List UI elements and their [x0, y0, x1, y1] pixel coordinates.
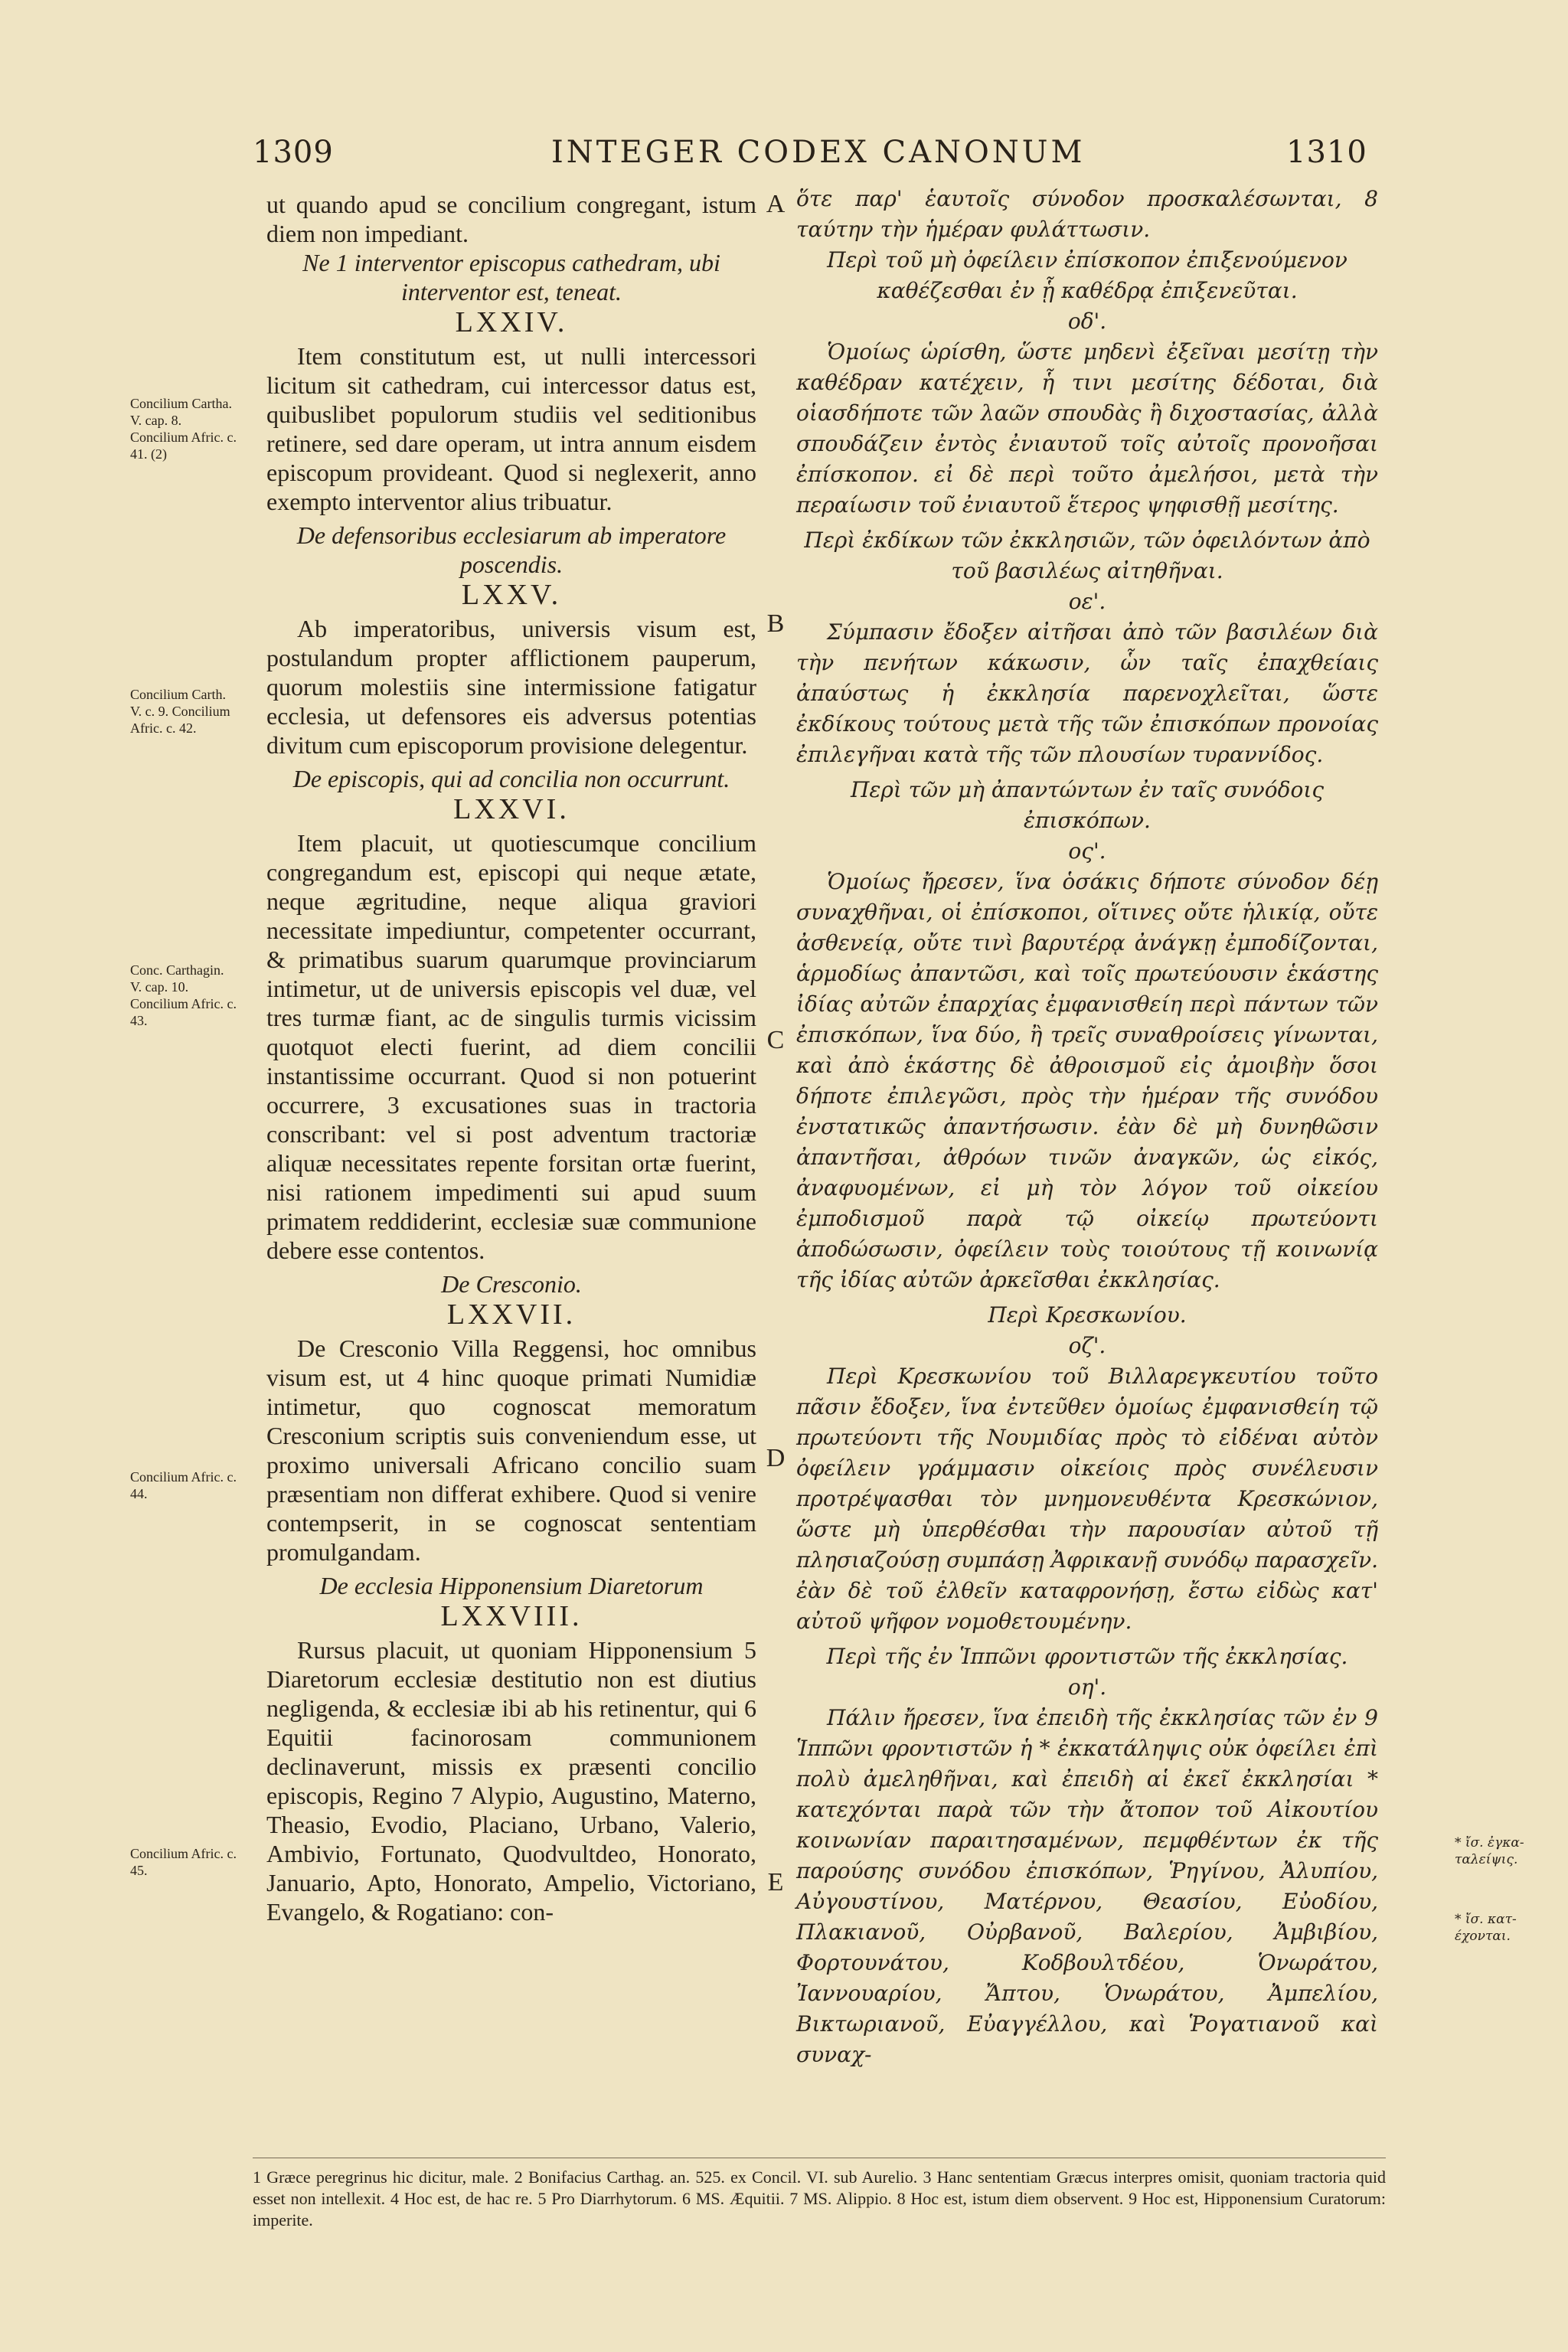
section-letter: B — [766, 609, 785, 638]
running-title: INTEGER CODEX CANONUM — [551, 135, 1086, 170]
canon-heading: Περὶ ἐκδίκων τῶν ἐκκλησιῶν, τῶν ὀφειλόντων ἀπὸ τοῦ βασιλέως αἰτηθῆναι. — [804, 528, 1370, 583]
margin-note-right: * ἴσ. κατ-έχονται. — [1455, 1912, 1517, 1944]
margin-note-left: Conc. Carthagin. V. cap. 10. Concilium Afric. c. 43. — [130, 962, 237, 1028]
greek-canon-74 — [796, 245, 1378, 521]
canon-heading: De ecclesia Hipponensium Diaretorum — [319, 1572, 704, 1599]
canon-heading: De defensoribus ecclesiarum ab imperatore poscendis. — [296, 521, 727, 578]
canon-heading: Περὶ τῶν μὴ ἀπαντώντων ἐν ταῖς συνόδοις ἐπισκόπων. — [850, 777, 1325, 833]
canon-heading: De Cresconio. — [441, 1270, 582, 1298]
margin-note-left: Concilium Afric. c. 45. — [130, 1846, 237, 1878]
greek-intro: ὅτε παρ' ἑαυτοῖς σύνοδον προσκαλέσωνται, 8 ταύτην τὴν ἡμέραν φυλάττωσιν. — [796, 186, 1378, 242]
footnotes: 1 Græce peregrinus hic dicitur, male. 2 Bonifacius Carthag. an. 525. ex Concil. VI. sub Aurelio. 3 Hanc sententiam Græcus interpres omisit, quoniam tractoria quid esset non intellexit. 4 Hoc est, de hac re. 5 Pro Diarrhytorum. 6 MS. Æquitii. 7 MS. Alippio. 8 Hoc est, istum diem observent. 9 Hoc est, Hipponensium Curatorum: imperite. — [253, 2167, 1386, 2230]
latin-column — [266, 190, 756, 1931]
greek-column — [796, 184, 1378, 2075]
canon-text: Ὁμοίως ἤρεσεν, ἵνα ὁσάκις δήποτε σύνοδον δέῃ συναχθῆναι, οἱ ἐπίσκοποι, οἵτινες οὔτε ἡλικίᾳ, οὔτε ἀσθενείᾳ, οὔτε τινὶ βαρυτέρᾳ ἀνάγκῃ ἐμποδίζονται, ἁρμοδίως ἀπαντῶσι, καὶ τοῖς πρωτεύουσιν ἑκάστης ἰδίας αὐτῶν ἐπαρχίας ἐμφανισθείη περὶ πάντων τῶν ἐπισκόπων, ἵνα δύο, ἢ τρεῖς συναθροίσεις γίνωνται, καὶ ἀπὸ ἑκάστης δὲ ἀθροισμοῦ εἰς ἀμοιβὴν ὅσοι δήποτε ἐπιλεγῶσι, πρὸς τὴν ἡμέραν τῆς συνόδου ἐνστατικῶς ἀπαντήσωσιν. ἐὰν δὲ μὴ δυνηθῶσιν ἀπαντῆσαι, ἀθρόων τινῶν ἀναγκῶν, ὡς εἰκός, ἀναφυομένων, εἰ μὴ τὸν λόγον τοῦ οἰκείου ἐμποδισμοῦ παρὰ τῷ οἰκείῳ πρωτεύοντι ἀποδώσωσιν, ὀφείλειν τοὺς τοιούτους τῇ κοινωνίᾳ τῆς ἰδίας αὐτῶν ἀρκεῖσθαι ἐκκλησίας. — [796, 869, 1378, 1292]
latin-canon-76 — [266, 764, 756, 1265]
latin-canon-78 — [266, 1571, 756, 1926]
canon-heading: Περὶ τοῦ μὴ ὀφείλειν ἐπίσκοπον ἐπιξενούμενον καθέζεσθαι ἐν ᾗ καθέδρᾳ ἐπιξενεῦται. — [827, 247, 1348, 303]
section-letter: A — [766, 190, 786, 218]
canon-text: Item constitutum est, ut nulli intercessori licitum sit cathedram, cui intercessor datus est, quibuslibet populorum studiis vel seditionibus retinere, sed dare operam, ut intra annum eisdem episcopum provideant. Quod si neglexerit, anno exempto interventor alius tribuatur. — [266, 342, 756, 515]
canon-text: Περὶ Κρεσκωνίου τοῦ Βιλλαρεγκευτίου τοῦτο πᾶσιν ἔδοξεν, ἵνα ἐντεῦθεν ὁμοίως ἐμφανισθείη τῷ πρωτεύοντι τῆς Νουμιδίας πρὸς τὸ εἰδέναι αὐτὸν ὀφείλειν γράμμασιν οἰκείοις πρὸς συνέλευσιν προτρέψασθαι τὸν μνημονευθέντα Κρεσκώνιον, ὥστε μὴ ὑπερθέσθαι τὴν παρουσίαν αὐτοῦ τῇ πλησιαζούσῃ συμπάσῃ Ἀφρικανῇ συνόδῳ παρασχεῖν. ἐὰν δὲ τοῦ ἐλθεῖν καταφρονήσῃ, ἔστω εἰδὼς κατ' αὐτοῦ ψῆφον νομοθετουμένην. — [796, 1364, 1378, 1634]
canon-heading: De episcopis, qui ad concilia non occurrunt. — [292, 765, 730, 792]
canon-numeral: οζ'. — [1068, 1333, 1106, 1358]
section-letter: E — [767, 1868, 784, 1896]
greek-canon-77 — [796, 1300, 1378, 1637]
latin-canon-77 — [266, 1269, 756, 1566]
greek-canon-78 — [796, 1642, 1378, 2070]
canon-heading: Ne 1 interventor episcopus cathedram, ubi interventor est, teneat. — [302, 249, 720, 305]
canon-numeral: LXXVII. — [446, 1298, 577, 1331]
canon-numeral: οε'. — [1068, 589, 1106, 614]
canon-text: Ὁμοίως ὡρίσθη, ὥστε μηδενὶ ἐξεῖναι μεσίτῃ τὴν καθέδραν κατέχειν, ἧ τινι μεσίτης δέδοται, διὰ οἱασδήποτε τῶν λαῶν σπουδὰς ἢ διχοστασίας, ἀλλὰ σπουδάζειν ἐντὸς ἐνιαυτοῦ τοῖς αὐτοῖς προνοῆσαι ἐπίσκοπον. εἰ δὲ περὶ τοῦτο ἀμελήσοι, μετὰ τὴν περαίωσιν τοῦ ἐνιαυτοῦ ἕτερος ψηφισθῇ μεσίτης. — [796, 339, 1378, 518]
canon-numeral: LXXVI. — [453, 793, 570, 825]
canon-numeral: LXXVIII. — [440, 1600, 583, 1632]
margin-note-right: * ἴσ. ἐγκα-ταλείψις. — [1455, 1835, 1524, 1867]
latin-intro: ut quando apud se concilium congregant, istum diem non impediant. — [266, 191, 756, 247]
canon-numeral: ος'. — [1068, 838, 1106, 864]
margin-note-left: Concilium Cartha. V. cap. 8. Concilium Afric. c. 41. (2) — [130, 396, 237, 462]
margin-note-left: Concilium Afric. c. 44. — [130, 1469, 237, 1501]
greek-canon-75 — [796, 525, 1378, 770]
latin-canon-75 — [266, 521, 756, 760]
page-number-left: 1309 — [253, 135, 334, 170]
margin-note-left: Concilium Carth. V. c. 9. Concilium Afric. c. 42. — [130, 687, 230, 736]
canon-heading: Περὶ Κρεσκωνίου. — [988, 1302, 1187, 1328]
greek-canon-76 — [796, 775, 1378, 1295]
canon-text: Σύμπασιν ἔδοξεν αἰτῆσαι ἀπὸ τῶν βασιλέων διὰ τὴν πενήτων κάκωσιν, ὧν ταῖς ἐπαχθείαις ἀπαύστως ἡ ἐκκλησία παρενοχλεῖται, ὥστε ἐκδίκους τούτους μετὰ τῆς τῶν ἐπισκόπων προνοίας ἐπιλεγῆναι κατὰ τῆς τῶν πλουσίων τυραννίδος. — [796, 619, 1378, 767]
canon-text: Item placuit, ut quotiescumque concilium congregandum est, episcopi qui neque ætate, neque ægritudine, neque aliqua graviori necessitate impediuntur, competenter occurrant, & primatibus suarum quarumque provinciarum intimetur, ut de universis episcopis vel duæ, vel tres turmæ fiant, ac de singulis turmis vicissim quotquot electi fuerint, ad diem concilii instantissime occurrant. Quod si non potuerint occurrere, 3 excusationes suas in tractoria conscribant: vel si post adventum tractoriæ aliquæ necessitates repente forsitan ortæ fuerint, nisi rationem impedimenti sui apud suum primatem reddiderint, ecclesiæ suæ communione debere esse contentos. — [266, 829, 756, 1264]
canon-numeral: οδ'. — [1067, 309, 1107, 334]
canon-numeral: LXXIV. — [455, 306, 568, 338]
section-letter: C — [766, 1026, 785, 1054]
canon-text: De Cresconio Villa Reggensi, hoc omnibus visum est, ut 4 hinc quoque primati Numidiæ intimetur, quo cognoscat memoratum Cresconium scriptis suis conveniendum esse, ut proximo universali Africano concilio suam præsentiam non differat exhibere. Quod si venire contempserit, in se cognoscat sententiam promulgandam. — [266, 1334, 756, 1566]
section-letter: D — [766, 1444, 786, 1472]
canon-text: Rursus placuit, ut quoniam Hipponensium 5 Diaretorum ecclesiæ destitutio non est diutius negligenda, & ecclesiæ ibi ab his retinentur, qui 6 Equitii facinorosam communionem declinaverunt, missis ex præsenti concilio episcopis, Regino 7 Alypio, Augustino, Materno, Theasio, Evodio, Placiano, Urbano, Valerio, Ambivio, Fortunato, Quodvultdeo, Honorato, Januario, Apto, Honorato, Ampelio, Victoriano, Evangelo, & Rogatiano: con- — [266, 1636, 756, 1926]
canon-numeral: LXXV. — [461, 579, 562, 611]
canon-heading: Περὶ τῆς ἐν Ἱππῶνι φροντιστῶν τῆς ἐκκλησίας. — [826, 1644, 1348, 1669]
latin-canon-74 — [266, 248, 756, 516]
canon-numeral: οη'. — [1067, 1674, 1107, 1700]
page-number-right: 1310 — [1286, 135, 1367, 170]
canon-text: Ab imperatoribus, universis visum est, postulandum propter afflictionem pauperum, quorum molestiis sine intermissione fatigatur ecclesia, ut defensores eis adversus potentias divitum cum episcoporum provisione delegentur. — [266, 615, 756, 759]
canon-text: Πάλιν ἤρεσεν, ἵνα ἐπειδὴ τῆς ἐκκλησίας τῶν ἐν 9 Ἱππῶνι φροντιστῶν ἡ * ἐκκατάληψις οὐκ ὀφείλει ἐπὶ πολὺ ἀμεληθῆναι, καὶ ἐπειδὴ αἱ ἐκεῖ ἐκκλησίαι * κατεχόνται παρὰ τῶν τὴν ἄτοπον τοῦ Αἰκουτίου κοινωνίαν παραιτησαμένων, πεμφθέντων ἐκ τῆς παρούσης συνόδου ἐπισκόπων, Ῥηγίνου, Ἀλυπίου, Αὐγουστίνου, Ματέρνου, Θεασίου, Εὐοδίου, Πλακιανοῦ, Οὐρβανοῦ, Βαλερίου, Ἀμβιβίου, Φορτουνάτου, Κοδβουλτδέου, Ὁνωράτου, Ἰαννουαρίου, Ἄπτου, Ὁνωράτου, Ἀμπελίου, Βικτωριανοῦ, Εὐαγγέλλου, καὶ Ῥογατιανοῦ καὶ συναχ- — [796, 1705, 1378, 2067]
page-header — [253, 135, 1554, 181]
